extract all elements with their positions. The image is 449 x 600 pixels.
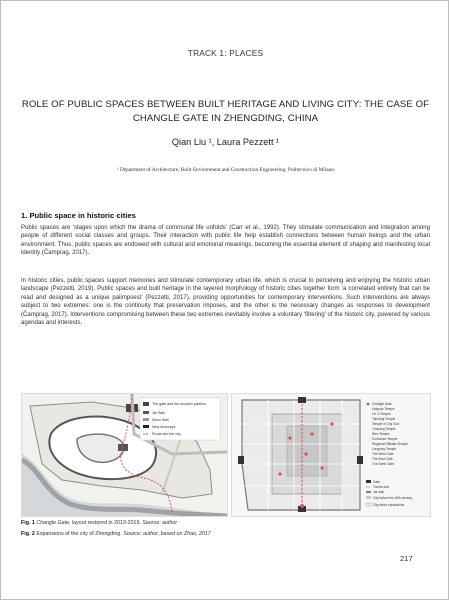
page-number: 217	[400, 554, 413, 563]
figure-city-expansions-map	[231, 393, 431, 517]
caption-label: Fig. 2	[21, 531, 35, 537]
figure-caption	[21, 520, 177, 526]
legend-item: Changle Gate	[372, 402, 392, 406]
section-heading: 1. Public space in historic cities	[21, 211, 136, 220]
city-map-drawing	[232, 394, 430, 516]
caption-title: Changle Gate,	[36, 520, 71, 526]
track-header: TRACK 1: PLACES	[187, 48, 264, 58]
author-affiliation: ¹ Department of Architecture, Built Environment and Construction Engineering, Politecnico di Milano	[117, 167, 334, 173]
paper-authors: Qian Liu ¹, Laura Pezzett ¹	[171, 137, 280, 147]
figure-changle-gate-plan	[21, 393, 228, 517]
legend-item: Kaiyuan Temple	[372, 407, 395, 411]
body-paragraph: In historic cities, public spaces support memories and stimulate contemporary urban life, which is crucial to perceiving and enjoying the historic urban landscape (Pezzetti, 2019). Public spaces and built heritage in the layered morphology of historic cities together form ‘a correlated entirety that can be read and designed as a unique palimpsest’ (Pezzetti, 2017), providing opportunities for contemporary interventions. Such interventions are always subject to two extremes: one is the continuity that preservation imposes, and the other is the necessary changes as responses to development (Čamprag, 2017). Interventions compromising between these two extremes inevitably involve a voluntary ‘filtering’ of the historic city, powered by various agendas and interests.	[21, 278, 430, 327]
legend-item: Jar Wall	[152, 411, 165, 415]
legend-item: The gate and the wooden pavilion	[152, 402, 206, 406]
legend-item: Tianning Temple	[372, 417, 396, 421]
figure-caption	[21, 531, 211, 537]
legend-item: Longxing Temple	[372, 447, 397, 451]
legend-item: Regional Officials Temple	[372, 442, 408, 446]
legend-item: Gate	[373, 480, 380, 484]
legend-item: Jar wall	[373, 490, 384, 494]
legend-item: The West Gate	[372, 452, 394, 456]
site-plan-drawing	[22, 394, 227, 516]
legend-item: Moon Wall	[152, 418, 169, 422]
legend-item: New archways	[152, 425, 176, 429]
body-paragraph: Public spaces are ‘stages upon which the drama of communal life unfolds’ (Carr et al., 1992). They stimulate communication and integration among people of different social classes and groups. Their interaction with public life help establish connections between human beings and the urban environment. Thus, public spaces are endowed with cultural and emotional meanings, becoming the essential element of shaping and manifesting local identity (Čamprag, 2017).	[21, 225, 430, 257]
legend-item: Wen Temple	[372, 432, 390, 436]
legend-item: Confucian Temple	[372, 437, 398, 441]
caption-label: Fig. 1	[21, 520, 35, 526]
legend-item: Temple of City God	[372, 422, 400, 426]
paper-title: ROLE OF PUBLIC SPACES BETWEEN BUILT HERITAGE AND LIVING CITY: THE CASE OF CHANGLE GATE IN ZHENGDING, CHINA	[21, 99, 430, 124]
caption-text: layout restored in 2013-2019.	[71, 520, 141, 526]
caption-source: Source: author	[142, 520, 178, 526]
legend-item: Route into the city	[152, 432, 181, 436]
legend-item: City fabric expansions	[373, 503, 405, 507]
legend-item: City before the 10th century	[373, 496, 413, 500]
legend-item: Lin Ji Temple	[372, 412, 391, 416]
legend-item: The East Gate	[372, 457, 393, 461]
caption-text: Expansions of the city of Zhengding.	[36, 531, 122, 537]
legend-item: The North Gate	[372, 462, 394, 466]
caption-source: Source: author, based on Zhao, 2017	[123, 531, 211, 537]
legend-item: Yuhuang Temple	[372, 427, 396, 431]
legend-item: Tourist axis	[373, 485, 389, 489]
